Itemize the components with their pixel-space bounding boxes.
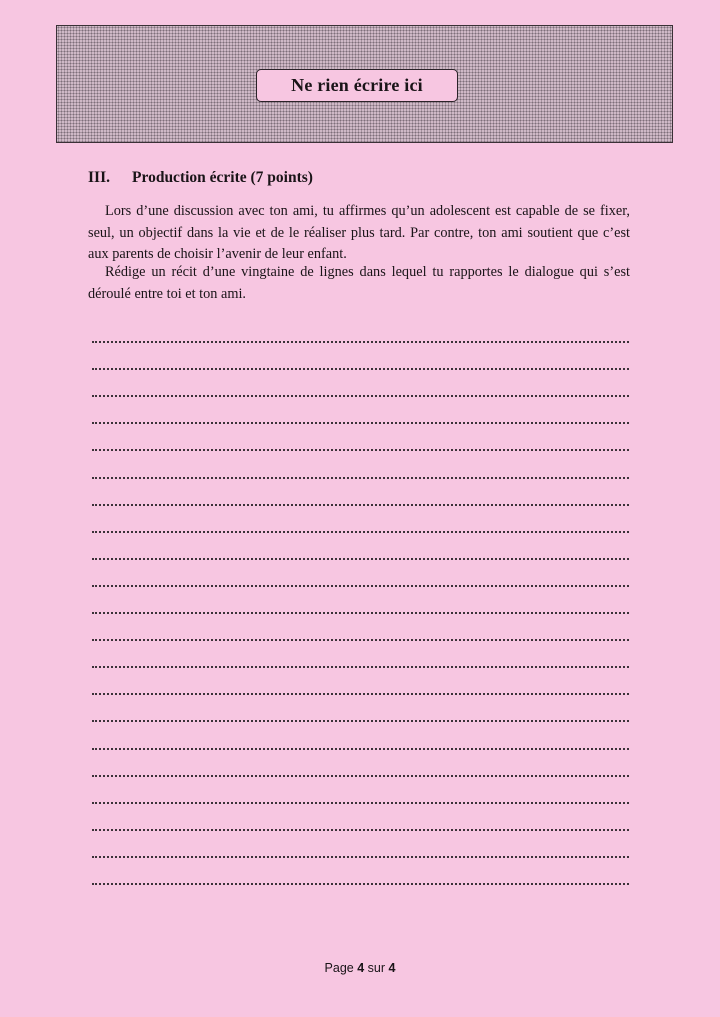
answer-line[interactable] (92, 831, 629, 858)
prompt-paragraph-context: Lors d’une discussion avec ton ami, tu affirmes qu’un adolescent est capable de se fixer, seul, un objectif dans la vie et de le réaliser plus tard. Par contre, ton ami soutient que c’est aux parents de choisir l’avenir de leur enfant. (88, 203, 630, 262)
answer-line[interactable] (92, 614, 629, 641)
answer-line[interactable] (92, 343, 629, 370)
no-write-label: Ne rien écrire ici (256, 69, 458, 102)
answer-line[interactable] (92, 641, 629, 668)
answer-line[interactable] (92, 316, 629, 343)
answer-line[interactable] (92, 397, 629, 424)
section-title: Production écrite (7 points) (132, 169, 313, 186)
page-footer (0, 961, 720, 975)
answer-line[interactable] (92, 587, 629, 614)
answer-line[interactable] (92, 804, 629, 831)
answer-line[interactable] (92, 858, 629, 885)
answer-line[interactable] (92, 424, 629, 451)
answer-line[interactable] (92, 370, 629, 397)
answer-line[interactable] (92, 722, 629, 749)
answer-line[interactable] (92, 777, 629, 804)
answer-line[interactable] (92, 668, 629, 695)
answer-line[interactable] (92, 695, 629, 722)
section-number: III. (88, 169, 110, 186)
answer-line[interactable] (92, 750, 629, 777)
answer-line[interactable] (92, 533, 629, 560)
answer-line[interactable] (92, 506, 629, 533)
prompt-paragraph-instruction: Rédige un récit d’une vingtaine de lignes dans lequel tu rapportes le dialogue qui s’est déroulé entre toi et ton ami. (88, 264, 630, 302)
section-heading (88, 169, 313, 187)
current-page-number: 4 (357, 961, 365, 975)
of-word: sur (367, 961, 386, 975)
answer-line[interactable] (92, 451, 629, 478)
answer-line[interactable] (92, 560, 629, 587)
total-pages-number: 4 (388, 961, 396, 975)
answer-line[interactable] (92, 479, 629, 506)
answer-area (92, 316, 629, 885)
page-word: Page (324, 961, 354, 975)
